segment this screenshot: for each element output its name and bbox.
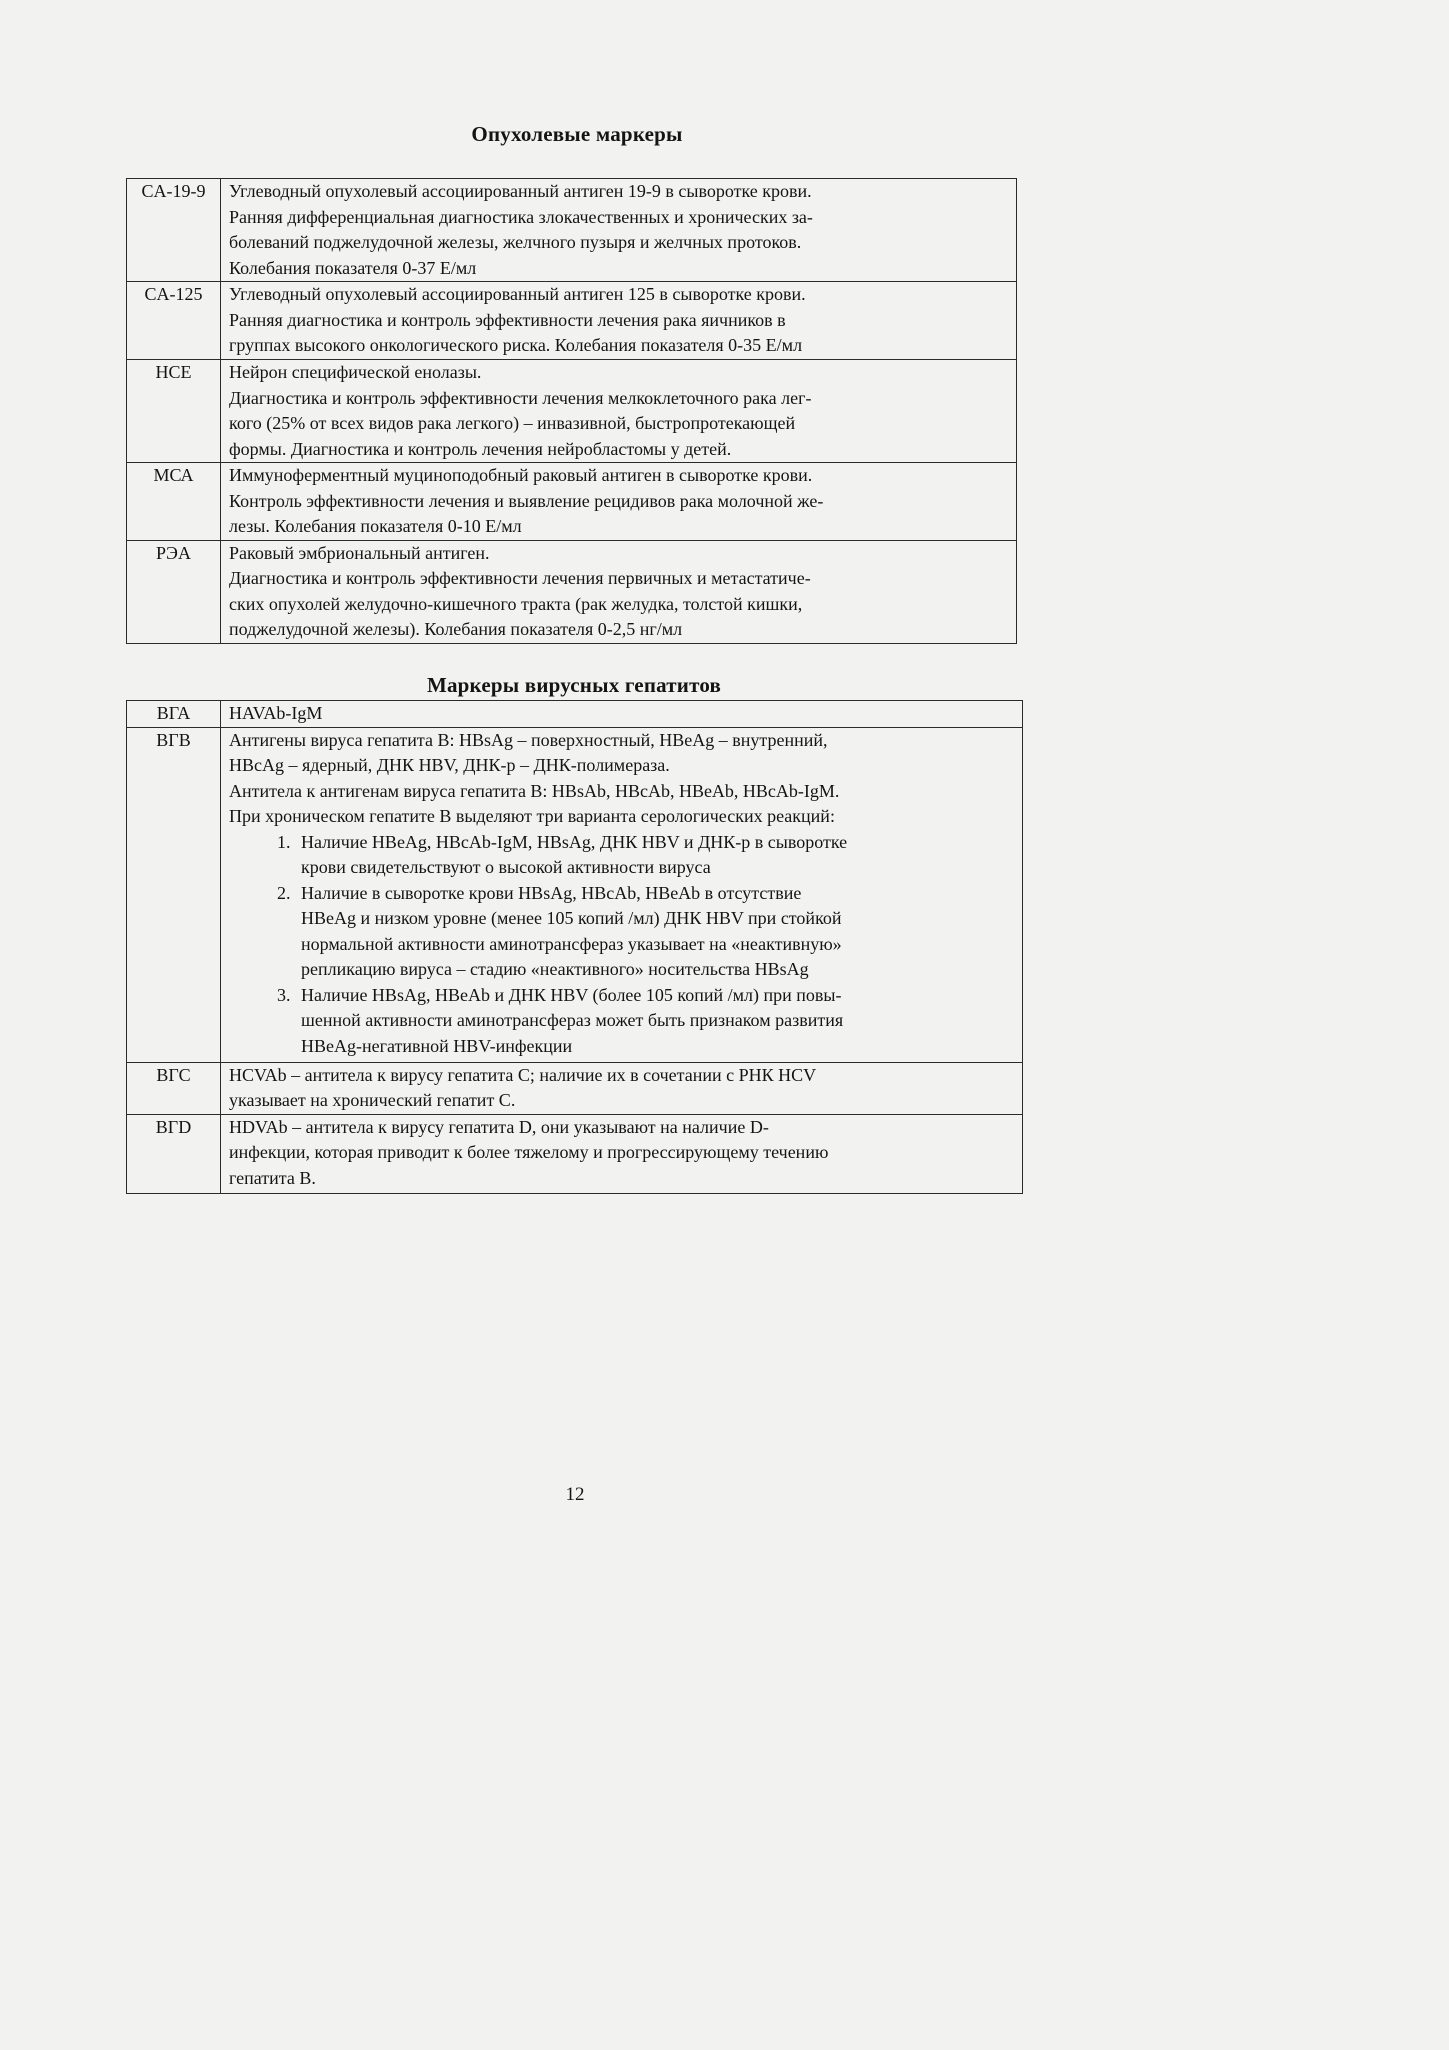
table-row (127, 727, 1023, 1062)
description-line: Углеводный опухолевый ассоциированный антиген 125 в сыворотке крови. (229, 284, 806, 304)
description-line: Диагностика и контроль эффективности лечения первичных и метастатиче- (229, 568, 811, 588)
hepatitis-markers-title: Маркеры вирусных гепатитов (426, 673, 722, 697)
marker-description (221, 1062, 1023, 1114)
description-line: Контроль эффективности лечения и выявление рецидивов рака молочной же- (229, 490, 824, 511)
marker-code: МСА (127, 463, 221, 541)
description-line: Углеводный опухолевый ассоциированный антиген 19-9 в сыворотке крови. (229, 181, 812, 201)
tumor-markers-table (126, 178, 1017, 644)
description-line: Ранняя дифференциальная диагностика злокачественных и хронических за- (229, 206, 813, 227)
table-row (127, 179, 1017, 282)
marker-description (221, 701, 1023, 728)
table-row (127, 701, 1023, 728)
description-line: Антитела к антигенам вируса гепатита В: HBsAb, HBcAb, HBeAb, HBcAb-IgM. (229, 780, 840, 801)
description-line: гепатита В. (229, 1167, 316, 1188)
list-item (295, 983, 1018, 1060)
description-line: При хроническом гепатите В выделяют три варианта серологических реакций: (229, 806, 835, 826)
table-row (127, 282, 1017, 360)
marker-code: ВГВ (127, 727, 221, 1062)
marker-code: ВГD (127, 1114, 221, 1193)
marker-description (221, 360, 1017, 463)
marker-code: РЭА (127, 540, 221, 643)
description-line: шенной активности аминотрансфераз может быть признаком развития (301, 1010, 844, 1030)
page-number: 12 (565, 1484, 585, 1505)
description-line: Раковый эмбриональный антиген. (229, 542, 490, 563)
description-line: лезы. Колебания показателя 0-10 Е/мл (229, 516, 522, 536)
description-line: кого (25% от всех видов рака легкого) – инвазивной, быстропротекающей (229, 413, 796, 433)
description-line: HBcAg – ядерный, ДНК HBV, ДНК-р – ДНК-полимераза. (229, 755, 670, 775)
table-row (127, 463, 1017, 541)
list-item (295, 830, 1018, 881)
description-line: HCVAb – антитела к вирусу гепатита С; наличие их в сочетании с РНК HCV (229, 1064, 817, 1085)
marker-description (221, 463, 1017, 541)
serological-reactions-list (229, 830, 1018, 1060)
description-line: HDVAb – антитела к вирусу гепатита D, они указывают на наличие D- (229, 1116, 769, 1137)
marker-code: CA-125 (127, 282, 221, 360)
description-line: Иммуноферментный муциноподобный раковый антиген в сыворотке крови. (229, 465, 813, 485)
description-line: болеваний поджелудочной железы, желчного пузыря и желчных протоков. (229, 232, 802, 252)
description-line: нормальной активности аминотрансфераз указывает на «неактивную» (301, 933, 842, 954)
description-line: HBeAg и низком уровне (менее 105 копий /мл) ДНК HBV при стойкой (301, 908, 842, 928)
list-item (295, 881, 1018, 983)
hepatitis-markers-table (126, 700, 1023, 1194)
marker-description (221, 282, 1017, 360)
tumor-markers-title: Опухолевые маркеры (471, 122, 683, 146)
description-line: поджелудочной железы). Колебания показателя 0-2,5 нг/мл (229, 619, 683, 639)
table-row (127, 1062, 1023, 1114)
marker-code: ВГА (127, 701, 221, 728)
description-line: 1. Наличие HBeAg, HBcAb-IgM, HBsAg, ДНК HBV и ДНК-р в сыворотке (301, 831, 848, 852)
marker-description (221, 1114, 1023, 1193)
marker-description (221, 179, 1017, 282)
table-row (127, 1114, 1023, 1193)
description-line: группах высокого онкологического риска. Колебания показателя 0-35 Е/мл (229, 335, 803, 355)
description-line: инфекции, которая приводит к более тяжелому и прогрессирующему течению (229, 1142, 829, 1162)
marker-description (221, 727, 1023, 1062)
description-line: указывает на хронический гепатит С. (229, 1090, 516, 1110)
description-line: Нейрон специфической енолазы. (229, 362, 482, 382)
marker-code: НСЕ (127, 360, 221, 463)
description-line: репликацию вируса – стадию «неактивного» носительства HBsAg (301, 959, 809, 979)
description-line: Колебания показателя 0-37 Е/мл (229, 257, 477, 278)
description-line: Ранняя диагностика и контроль эффективности лечения рака яичников в (229, 309, 786, 330)
description-line: крови свидетельствуют о высокой активности вируса (301, 857, 711, 877)
marker-code: CA-19-9 (127, 179, 221, 282)
description-line: 3. Наличие HBsAg, HBeAb и ДНК HBV (более 105 копий /мл) при повы- (301, 984, 842, 1005)
table-row (127, 360, 1017, 463)
description-line: HAVAb-IgM (229, 703, 323, 723)
description-line: Антигены вируса гепатита В: HBsAg – поверхностный, HBeAg – внутренний, (229, 729, 828, 750)
description-line: Диагностика и контроль эффективности лечения мелкоклеточного рака лег- (229, 387, 812, 408)
description-line: HBeAg-негативной HBV-инфекции (301, 1035, 573, 1056)
table-row (127, 540, 1017, 643)
marker-description (221, 540, 1017, 643)
marker-code: ВГС (127, 1062, 221, 1114)
description-line: ских опухолей желудочно-кишечного тракта (рак желудка, толстой кишки, (229, 593, 803, 614)
description-line: 2. Наличие в сыворотке крови HBsAg, HBcAb, HBeAb в отсутствие (301, 882, 802, 903)
description-line: формы. Диагностика и контроль лечения нейробластомы у детей. (229, 438, 732, 459)
